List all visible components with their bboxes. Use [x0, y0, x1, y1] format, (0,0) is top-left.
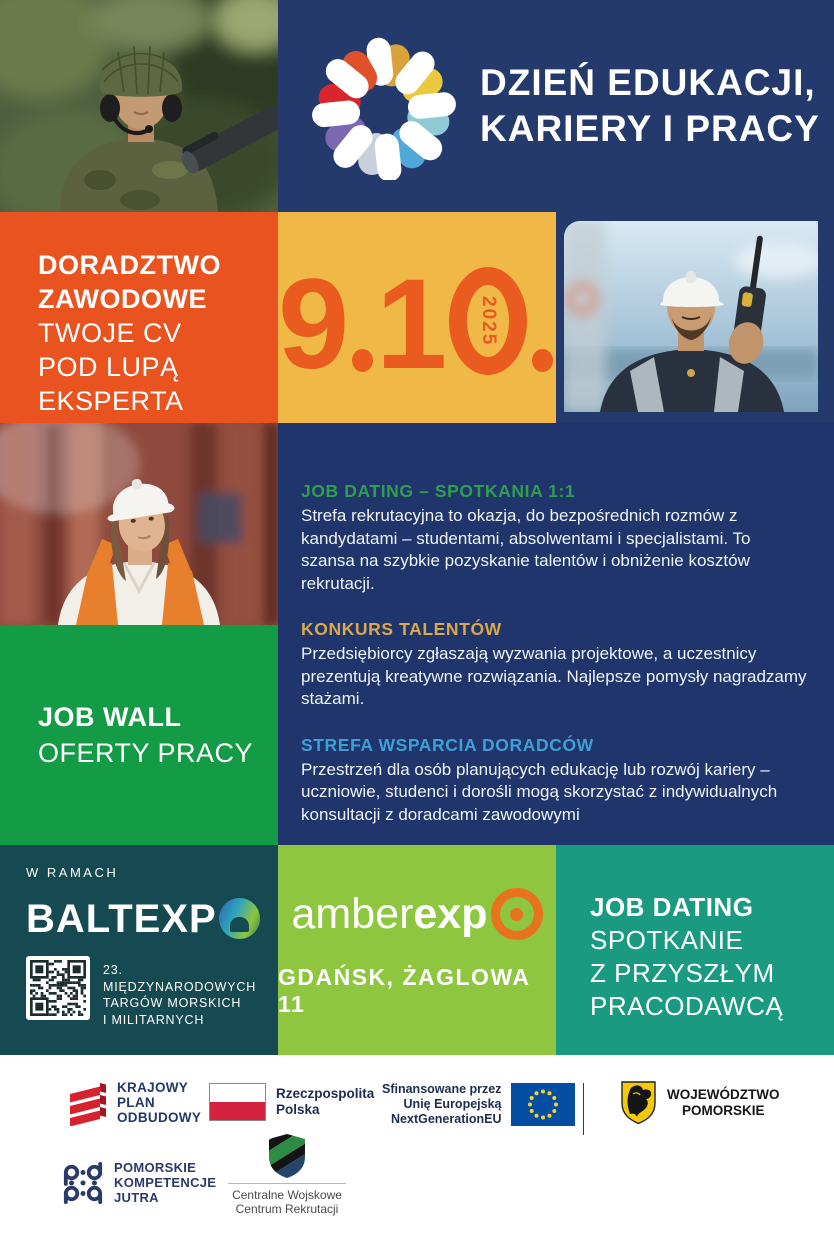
kpo-label: KRAJOWY PLAN ODBUDOWY: [117, 1079, 202, 1125]
section-heading: KONKURS TALENTÓW: [301, 619, 502, 639]
doradztwo-title-2: ZAWODOWE: [38, 284, 207, 314]
cwcr-label: Centralne Wojskowe Centrum Rekrutacji: [228, 1183, 346, 1216]
section-heading: STREFA WSPARCIA DORADCÓW: [301, 734, 594, 755]
footer-divider: [583, 1083, 584, 1135]
baltexpo-caption-2: TARGÓW MORSKICH: [103, 996, 242, 1010]
section-body: Przedsiębiorcy zgłaszają wyzwania projektowe, a uczestnicy prezentują kreatywne rozwiązania. Najlepsze pomysły nagradzamy stażami.: [301, 644, 807, 708]
section-konkurs-talentow: [301, 619, 808, 711]
pomorskie-label: WOJEWÓDZTWO POMORSKIE: [667, 1086, 780, 1118]
job-wall-subtitle: OFERTY PRACY: [38, 738, 254, 768]
baltexpo-block: [0, 845, 278, 1055]
pkj-label: POMORSKIE KOMPETENCJE JUTRA: [114, 1160, 217, 1205]
amberexpo-target-icon: [491, 888, 543, 940]
section-heading: JOB DATING – SPOTKANIA 1:1: [301, 481, 576, 501]
baltexpo-caption-1: 23. MIĘDZYNARODOWYCH: [103, 963, 257, 994]
doradztwo-sub-1: TWOJE CV: [38, 318, 182, 348]
section-job-dating: [301, 481, 808, 595]
qr-code: [26, 956, 90, 1020]
amberexpo-logo: [292, 888, 543, 940]
eu-flag-icon: [511, 1083, 575, 1126]
baltexpo-logo-text: BALTEXP: [26, 896, 217, 941]
eu-funding-logo: [382, 1082, 575, 1127]
poland-flag-icon: [209, 1083, 266, 1121]
amberexpo-logo-bold: exp: [413, 889, 488, 938]
baltexpo-caption: [103, 962, 278, 1028]
date-dot: [532, 349, 553, 372]
pomorskie-crest-icon: [620, 1080, 657, 1125]
w-ramach-label: W RAMACH: [26, 865, 119, 880]
date-zero-glyph: [449, 267, 527, 375]
venue-address: GDAŃSK, ŻAGLOWA 11: [278, 964, 530, 1017]
cwcr-shield-icon: [267, 1133, 307, 1179]
partner-logos-footer: [0, 1055, 834, 1242]
page-title: [480, 60, 820, 152]
title-line-1: DZIEŃ EDUKACJI,: [480, 62, 816, 103]
kpo-building-icon: [62, 1078, 108, 1126]
pomorskie-logo: [620, 1080, 779, 1125]
cwcr-logo: [228, 1133, 346, 1216]
eu-label: Sfinansowane przez Unię Europejską NextGenerationEU: [382, 1082, 502, 1126]
job-dating-line-1: SPOTKANIE: [590, 925, 744, 955]
baltexpo-logo: [26, 898, 278, 939]
soldier-photo: [0, 0, 278, 212]
section-body: Przestrzeń dla osób planujących edukację lub rozwój kariery – uczniowie, studenci i dorośli mogą skorzystać z indywidualnych konsultacji z doradcami zawodowymi: [301, 759, 778, 824]
pkj-logo: [62, 1160, 216, 1205]
date-digit: 1: [376, 253, 448, 397]
doradztwo-zawodowe-block: [0, 212, 278, 423]
doradztwo-sub-2: POD LUPĄ: [38, 352, 179, 382]
baltexpo-caption-3: I MILITARNYCH: [103, 1012, 205, 1027]
job-dating-block: [556, 845, 834, 1055]
kpo-logo: [62, 1078, 201, 1126]
job-dating-title: JOB DATING: [590, 892, 754, 922]
job-wall-title: JOB WALL: [38, 702, 182, 732]
job-dating-line-2: Z PRZYSZŁYM: [590, 958, 775, 988]
title-line-2: KARIERY I PRACY: [480, 108, 820, 149]
section-body: Strefa rekrutacyjna to okazja, do bezpośrednich rozmów z kandydatami – studentami, absolwentami i specjalistami. To szansa na szybkie pozyskanie talentów i obniżenie kosztów rekrutacji.: [301, 506, 751, 593]
worker-woman-photo: [0, 423, 278, 625]
job-dating-line-3: PRACODAWCĄ: [590, 991, 784, 1021]
header: [278, 0, 834, 212]
event-date-block: [278, 212, 556, 423]
amberexpo-logo-thin: amber: [291, 889, 414, 938]
amberexpo-block: [278, 845, 556, 1055]
poland-label: Rzeczpospolita Polska: [276, 1086, 375, 1117]
date-digit: 9: [278, 253, 350, 397]
date-year: 2025: [478, 295, 500, 347]
job-wall-block: [0, 625, 278, 845]
doradztwo-sub-3: EKSPERTA: [38, 386, 184, 416]
section-strefa-wsparcia: [301, 735, 808, 827]
poland-flag-logo: [209, 1083, 374, 1121]
program-sections: [278, 423, 834, 845]
baltexpo-o-icon: [219, 898, 260, 939]
pkj-icon: [62, 1162, 104, 1204]
doradztwo-title-1: DORADZTWO: [38, 250, 221, 280]
worker-man-photo: [556, 212, 834, 423]
flower-logo-icon: [310, 32, 458, 180]
date-dot: [352, 349, 373, 372]
